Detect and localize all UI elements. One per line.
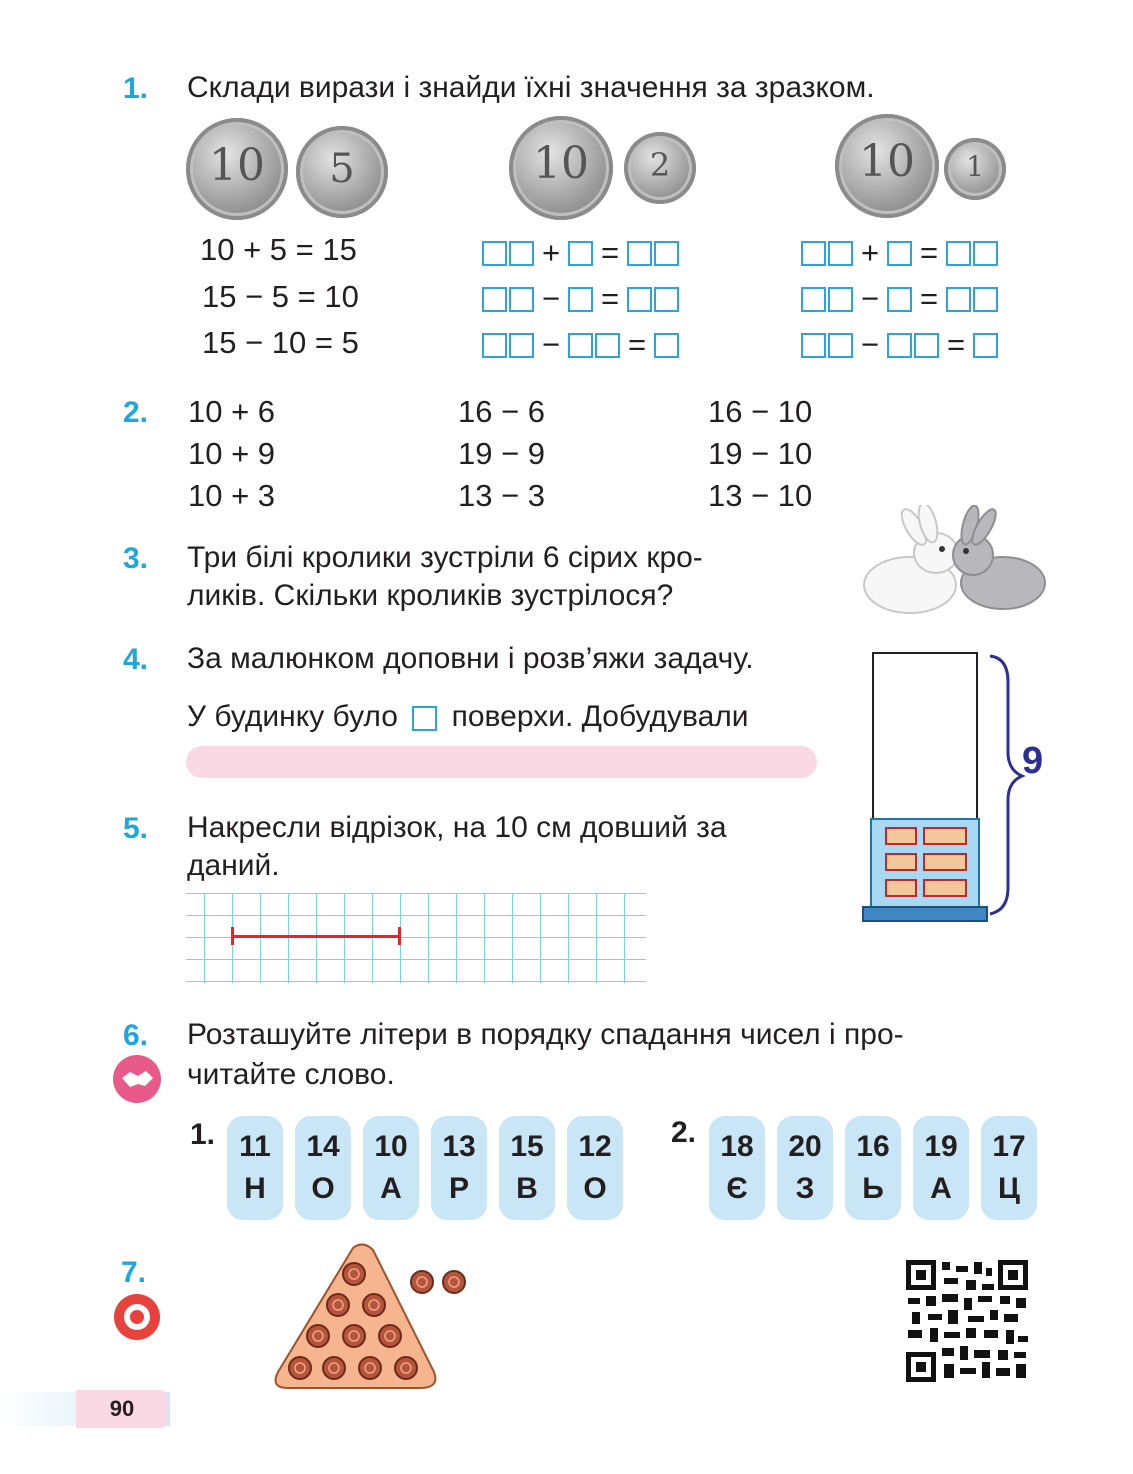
box-equation: − = <box>482 282 679 316</box>
letter-card: 14 О <box>295 1116 351 1220</box>
task-2-number: 2. <box>123 396 149 429</box>
answer-box[interactable] <box>887 333 912 358</box>
letter-card: 19 А <box>913 1116 969 1220</box>
building-windows <box>876 822 976 904</box>
flower-icon <box>112 1292 162 1342</box>
expression: 19 − 9 <box>458 436 546 471</box>
answer-box[interactable] <box>801 287 826 312</box>
box-equation: − = <box>801 282 998 316</box>
sample-equation-1: 10 + 5 = 15 <box>200 232 357 267</box>
answer-box[interactable] <box>801 333 826 358</box>
task-3-text-line1: Три білі кролики зустріли 6 сірих кро- <box>187 541 703 574</box>
expression: 19 − 10 <box>708 436 813 471</box>
answer-box[interactable] <box>973 241 998 266</box>
answer-box[interactable] <box>828 333 853 358</box>
task-1-text: Склади вирази і знайди їхні значення за зразком. <box>187 71 875 104</box>
box-equation: − = <box>801 328 998 362</box>
answer-box[interactable] <box>887 287 912 312</box>
expression: 13 − 10 <box>708 478 813 513</box>
task-5-text-line2: даний. <box>187 849 280 882</box>
coin-1-hryvnia: 1 <box>944 138 1006 200</box>
task-7-number: 7. <box>121 1256 147 1289</box>
rabbits-illustration <box>858 505 1050 617</box>
letter-card: 10 А <box>363 1116 419 1220</box>
expression: 13 − 3 <box>458 478 546 513</box>
given-segment <box>232 935 400 938</box>
expression: 10 + 3 <box>188 478 276 513</box>
answer-box[interactable] <box>654 287 679 312</box>
answer-box[interactable] <box>568 287 593 312</box>
brace-icon <box>986 652 1026 916</box>
answer-box[interactable] <box>973 287 998 312</box>
coin-10-hryvnia: 10 <box>835 114 939 218</box>
answer-box[interactable] <box>654 241 679 266</box>
task-6-number: 6. <box>123 1019 149 1052</box>
letter-card: 17 Ц <box>981 1116 1037 1220</box>
expression: 10 + 9 <box>188 436 276 471</box>
building-base <box>862 906 988 922</box>
letter-card: 15 В <box>499 1116 555 1220</box>
drawing-grid[interactable] <box>186 893 646 983</box>
task-3-number: 3. <box>123 542 149 575</box>
answer-box[interactable] <box>946 241 971 266</box>
task-4-number: 4. <box>123 643 149 676</box>
triangle-puzzle <box>268 1242 474 1394</box>
answer-box[interactable] <box>801 241 826 266</box>
answer-box[interactable] <box>828 287 853 312</box>
answer-box[interactable] <box>627 241 652 266</box>
letter-card: 13 Р <box>431 1116 487 1220</box>
box-equation: + = <box>482 236 679 270</box>
letter-card: 12 О <box>567 1116 623 1220</box>
task-1-number: 1. <box>123 72 149 105</box>
expression: 16 − 10 <box>708 394 813 429</box>
coin-2-hryvnia: 2 <box>624 132 696 204</box>
coin-10-hryvnia: 10 <box>509 116 613 220</box>
answer-box[interactable] <box>654 333 679 358</box>
sample-equation-3: 15 − 10 = 5 <box>202 325 359 360</box>
answer-box[interactable] <box>946 287 971 312</box>
card-set-1-label: 1. <box>190 1118 216 1151</box>
answer-box[interactable] <box>482 241 507 266</box>
box-equation: + = <box>801 236 998 270</box>
answer-box[interactable] <box>509 333 534 358</box>
task-6-text-line1: Розташуйте літери в порядку спадання чисел і про- <box>187 1018 904 1051</box>
task-4-problem: У будинку було поверхи. Добудували <box>187 700 749 733</box>
answer-box[interactable] <box>887 241 912 266</box>
answer-box[interactable] <box>412 706 437 731</box>
sample-equation-2: 15 − 5 = 10 <box>202 279 359 314</box>
answer-box[interactable] <box>509 287 534 312</box>
coin-10-hryvnia: 10 <box>186 118 288 220</box>
letter-card: 20 З <box>777 1116 833 1220</box>
task-3-text-line2: ликів. Скільки кроликів зустрілося? <box>187 579 674 612</box>
answer-box[interactable] <box>568 241 593 266</box>
qr-code-icon[interactable] <box>906 1260 1028 1382</box>
answer-box[interactable] <box>627 287 652 312</box>
answer-bar[interactable] <box>186 746 817 778</box>
answer-box[interactable] <box>828 241 853 266</box>
expression: 16 − 6 <box>458 394 546 429</box>
answer-box[interactable] <box>914 333 939 358</box>
answer-box[interactable] <box>568 333 593 358</box>
letter-card: 18 Є <box>709 1116 765 1220</box>
answer-box[interactable] <box>595 333 620 358</box>
answer-box[interactable] <box>973 333 998 358</box>
page-number: 90 <box>76 1390 168 1428</box>
answer-box[interactable] <box>509 241 534 266</box>
card-set-2-label: 2. <box>671 1116 697 1149</box>
letter-card: 11 Н <box>227 1116 283 1220</box>
answer-box[interactable] <box>482 333 507 358</box>
teamwork-icon <box>112 1054 162 1104</box>
expression: 10 + 6 <box>188 394 276 429</box>
coin-5-hryvnia: 5 <box>296 126 388 218</box>
answer-box[interactable] <box>482 287 507 312</box>
task-4-text: За малюнком доповни і розв’яжи задачу. <box>187 642 754 675</box>
box-equation: − = <box>482 328 679 362</box>
task-5-text-line1: Накресли відрізок, на 10 см довший за <box>187 811 727 844</box>
building-empty-floors <box>872 652 978 818</box>
brace-label: 9 <box>1022 740 1044 782</box>
segment-end-tick <box>398 927 401 945</box>
segment-end-tick <box>231 927 234 945</box>
letter-card: 16 Ь <box>845 1116 901 1220</box>
task-6-text-line2: читайте слово. <box>187 1058 395 1091</box>
task-5-number: 5. <box>123 812 149 845</box>
